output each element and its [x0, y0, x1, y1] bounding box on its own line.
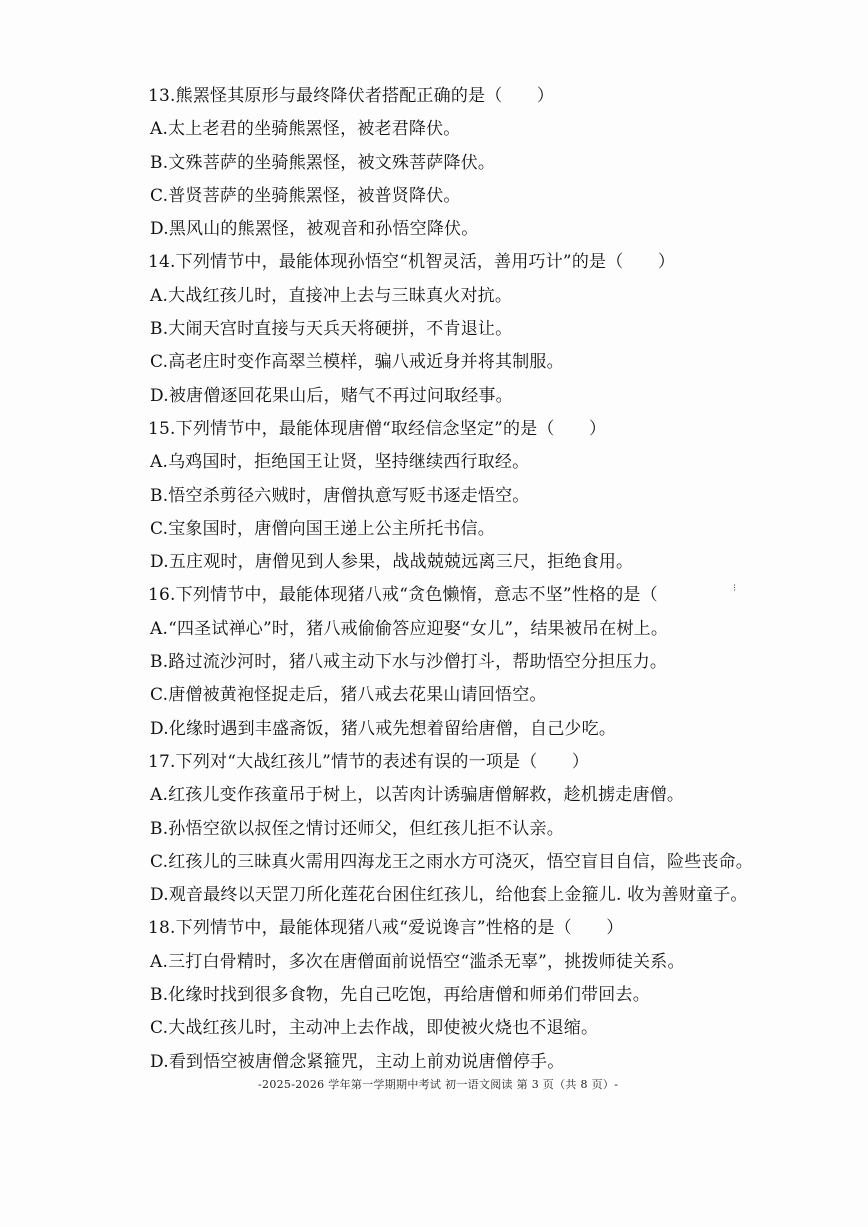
option-d: D.五庄观时，唐僧见到人参果，战战兢兢远离三尺，拒绝食用。	[150, 552, 634, 573]
option-c: C.大战红孩儿时，主动冲上去作战，即使被火烧也不退缩。	[150, 1018, 599, 1039]
option-c: C.宝象国时，唐僧向国王递上公主所托书信。	[150, 518, 496, 539]
question-15	[150, 413, 830, 579]
option-a: A.三打白骨精时，多次在唐僧面前说悟空“滥杀无辜”，挑拨师徒关系。	[150, 951, 685, 972]
question-13	[150, 80, 830, 246]
question-stem: 17.下列对“大战红孩儿”情节的表述有误的一项是（ ）	[148, 751, 590, 772]
option-b: B.化缘时找到很多食物，先自己吃饱，再给唐僧和师弟们带回去。	[150, 985, 650, 1006]
option-c: C.红孩儿的三昧真火需用四海龙王之雨水方可浇灭，悟空盲目自信，险些丧命。	[150, 851, 754, 872]
option-c: C.普贤菩萨的坐骑熊罴怪，被普贤降伏。	[150, 185, 461, 206]
option-c: C.高老庄时变作高翠兰模样，骗八戒近身并将其制服。	[150, 352, 564, 373]
option-c: C.唐僧被黄袍怪捉走后，猪八戒去花果山请回悟空。	[150, 685, 547, 706]
question-stem: 13.熊罴怪其原形与最终降伏者搭配正确的是（ ）	[148, 86, 555, 106]
option-a: A.大战红孩儿时，直接冲上去与三昧真火对抗。	[150, 285, 513, 306]
scan-mark: ⁝	[733, 583, 737, 594]
option-b: B.文殊菩萨的坐骑熊罴怪，被文殊菩萨降伏。	[150, 152, 496, 173]
option-d: D.看到悟空被唐僧念紧箍咒，主动上前劝说唐僧停手。	[150, 1051, 565, 1072]
question-stem: 15.下列情节中，最能体现唐僧“取经信念坚定”的是（ ）	[148, 418, 607, 439]
option-a: A.乌鸡国时，拒绝国王让贤，坚持继续西行取经。	[150, 452, 530, 473]
question-17	[150, 746, 830, 912]
question-list	[150, 80, 830, 1079]
question-stem: 16.下列情节中，最能体现猪八戒“贪色懒惰，意志不坚”性格的是（	[148, 585, 658, 606]
question-stem: 14.下列情节中，最能体现孙悟空“机智灵活，善用巧计”的是（ ）	[148, 252, 676, 273]
page-footer: -2025-2026 学年第一学期期中考试 初一语文阅读 第 3 页（共 8 页）-	[258, 1078, 619, 1091]
option-a: A.“四圣试禅心”时，猪八戒偷偷答应迎娶“女儿”，结果被吊在树上。	[150, 618, 669, 639]
option-a: A.太上老君的坐骑熊罴怪，被老君降伏。	[150, 119, 461, 140]
question-14	[150, 246, 830, 412]
question-16	[150, 579, 830, 745]
option-b: B.路过流沙河时，猪八戒主动下水与沙僧打斗，帮助悟空分担压力。	[150, 652, 668, 673]
option-a: A.红孩儿变作孩童吊于树上，以苦肉计诱骗唐僧解救，趁机掳走唐僧。	[150, 785, 685, 806]
option-d: D.化缘时遇到丰盛斋饭，猪八戒先想着留给唐僧，自己少吃。	[150, 718, 617, 739]
option-d: D.观音最终以天罡刀所化莲花台困住红孩儿，给他套上金箍儿. 收为善财童子。	[150, 885, 748, 906]
option-d: D.被唐僧逐回花果山后，赌气不再过问取经事。	[150, 385, 513, 406]
option-b: B.悟空杀剪径六贼时，唐僧执意写贬书逐走悟空。	[150, 485, 530, 506]
option-b: B.孙悟空欲以叔侄之情讨还师父，但红孩儿拒不认亲。	[150, 818, 564, 839]
option-b: B.大闹天宫时直接与天兵天将硬拼，不肯退让。	[150, 319, 513, 340]
option-d: D.黑风山的熊罴怪，被观音和孙悟空降伏。	[150, 219, 479, 240]
question-18	[150, 912, 830, 1078]
question-stem: 18.下列情节中，最能体现猪八戒“爱说谗言”性格的是（ ）	[148, 918, 624, 939]
